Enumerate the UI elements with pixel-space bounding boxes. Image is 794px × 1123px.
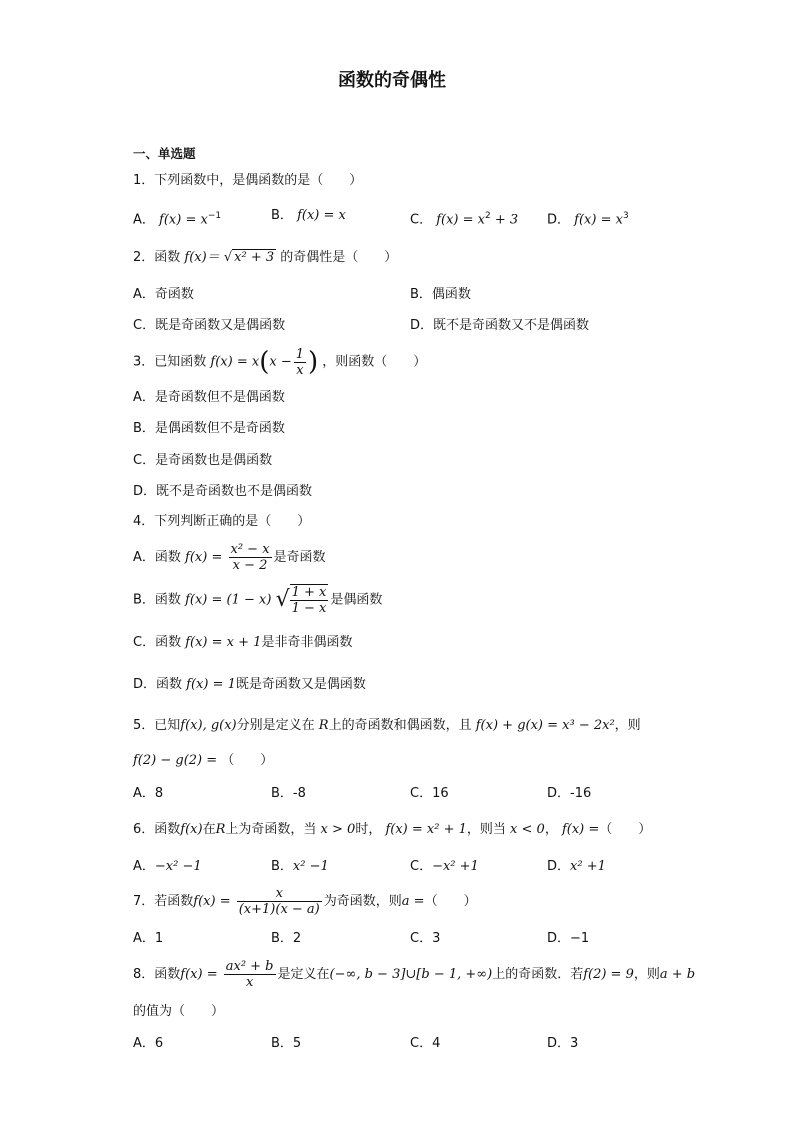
option-label: D． [547, 859, 571, 874]
paren: ( [259, 347, 270, 377]
section-heading: 一、单选题 [133, 146, 196, 161]
q6-option-c [410, 858, 479, 876]
option-text: D．函数 [133, 677, 183, 692]
math: −x² −1 [154, 859, 202, 874]
sqrt-sign: √ [275, 587, 290, 612]
stem-text: 为奇函数，则 [323, 894, 402, 909]
math: f(x) [180, 822, 203, 837]
option-label: A． [133, 212, 155, 228]
math: f(x) = x [210, 354, 260, 370]
question-2-stem [133, 249, 397, 267]
q7-option-c: C．3 [410, 931, 441, 946]
math: f(x) = x² + 1 [385, 822, 467, 837]
math-sup: 3 [622, 211, 629, 221]
q2-option-a: A．奇函数 [133, 287, 194, 302]
math: f(x) = x [159, 212, 208, 228]
math: x > 0 [320, 822, 356, 837]
question-5-stem-line2 [133, 752, 273, 770]
question-8-stem [133, 957, 695, 993]
stem-text: （ ） [599, 822, 652, 837]
math: f(x) = [193, 894, 231, 909]
fraction [290, 584, 329, 616]
q5-option-b: B．-8 [271, 786, 306, 801]
denominator: (x+1)(x − a) [238, 902, 320, 917]
numerator: x [237, 886, 322, 902]
stem-text: 时， [355, 822, 382, 837]
math: f(x) = [185, 550, 223, 565]
q3-option-b: B．是偶函数但不是奇函数 [133, 421, 285, 436]
math: x² +1 [570, 859, 606, 874]
q4-option-a [133, 540, 326, 576]
option-text: 是非奇非偶函数 [261, 635, 353, 650]
q3-option-c: C．是奇函数也是偶函数 [133, 453, 273, 468]
q8-option-b: B．5 [271, 1036, 302, 1051]
stem-text: 是定义在 [277, 967, 330, 982]
denominator: x − 2 [232, 558, 268, 573]
option-label: D． [547, 212, 571, 228]
math: x − [269, 354, 292, 370]
denominator: x [245, 975, 254, 990]
math: f(x)＝ [184, 250, 220, 265]
stem-text: （ ） [424, 894, 477, 909]
stem-text: 上的奇函数．若 [492, 967, 584, 982]
q3-option-d: D．既不是奇函数也不是偶函数 [133, 484, 313, 499]
question-3-stem [133, 343, 426, 382]
stem-text: ，则 [614, 718, 641, 733]
math: f(x) + g(x) = x³ − 2x² [475, 718, 615, 733]
fraction [229, 542, 272, 573]
option-label: B． [271, 859, 293, 874]
math: f(2) − g(2) = [133, 753, 218, 768]
math: f(x) = [180, 967, 218, 982]
numerator: ax² + b [225, 959, 274, 974]
stem-text: 8．函数 [133, 967, 181, 982]
q8-option-a: A．6 [133, 1036, 164, 1051]
math: f(x) = x [436, 212, 485, 228]
stem-text: ， [544, 822, 558, 837]
fraction [294, 347, 306, 378]
q1-option-c [410, 207, 518, 229]
option-text: B．函数 [133, 592, 181, 608]
option-text: C．函数 [133, 635, 182, 650]
question-7-stem [133, 884, 477, 920]
fraction [237, 886, 322, 917]
stem-text: 6．函数 [133, 822, 181, 837]
stem-text: 分别是定义在 [236, 718, 315, 733]
stem-text: 3．已知函数 [133, 354, 207, 370]
math: f(x) = x + 1 [185, 635, 262, 650]
option-text: A．函数 [133, 550, 181, 565]
option-label: C． [410, 859, 433, 874]
math: x < 0 [510, 822, 545, 837]
math: f(x) = x [574, 212, 623, 228]
math: f(x) = 1 [186, 677, 236, 692]
question-4-stem: 4．下列判断正确的是（ ） [133, 514, 311, 529]
q3-option-a: A．是奇函数但不是偶函数 [133, 390, 285, 405]
math: −x² +1 [432, 859, 479, 874]
denominator: 1 − x [291, 601, 327, 616]
math: R [215, 822, 226, 837]
stem-text: 上为奇函数，当 [225, 822, 317, 837]
q5-option-a: A．8 [133, 786, 164, 801]
numerator: 1 + x [291, 585, 327, 600]
stem-text: 在 [202, 822, 216, 837]
q6-option-d [547, 858, 606, 876]
option-text: 是偶函数 [330, 592, 383, 608]
q7-option-a: A．1 [133, 931, 164, 946]
math-sup: 2 [485, 211, 491, 221]
page-title: 函数的奇偶性 [338, 70, 446, 91]
denominator: x [296, 362, 304, 378]
option-label: B． [271, 208, 293, 223]
stem-text: ，则当 [466, 822, 506, 837]
math: f(2) = 9 [583, 967, 634, 982]
q2-option-b: B．偶函数 [410, 287, 471, 302]
question-5-stem [133, 717, 641, 735]
q4-option-c [133, 634, 352, 652]
stem-text: 5．已知 [133, 718, 181, 733]
math: a + b [659, 967, 696, 982]
math: f(x) = x [297, 208, 346, 223]
math-sup: −1 [207, 211, 222, 221]
numerator: x² − x [230, 542, 270, 557]
option-text: 是奇函数 [273, 550, 326, 565]
stem-text: （ ） [221, 753, 274, 768]
q6-option-a [133, 858, 202, 876]
q7-option-d: D．−1 [547, 931, 590, 946]
option-text: 既是奇函数又是偶函数 [235, 677, 366, 692]
q2-option-d: D．既不是奇函数又不是偶函数 [410, 318, 590, 333]
q7-option-b: B．2 [271, 931, 302, 946]
stem-text: ，则函数（ ） [322, 354, 427, 370]
fraction [224, 959, 276, 990]
math: f(x) = [561, 822, 600, 837]
question-1-stem: 1．下列函数中，是偶函数的是（ ） [133, 173, 363, 188]
q8-option-d: D．3 [547, 1036, 579, 1051]
q8-option-c: C．4 [410, 1036, 441, 1051]
math: f(x), g(x) [180, 718, 237, 733]
stem-text: 7．若函数 [133, 894, 194, 909]
q1-option-a [133, 207, 221, 229]
math: x² −1 [292, 859, 329, 874]
math: x² + 3 [234, 250, 275, 265]
q5-option-c: C．16 [410, 786, 449, 801]
q5-option-d: D．-16 [547, 786, 592, 801]
q4-option-b [133, 582, 382, 619]
q1-option-b [271, 207, 346, 225]
stem-text: ，则 [633, 967, 660, 982]
stem-text: 2．函数 [133, 250, 181, 265]
math: + 3 [494, 212, 519, 228]
option-label: C． [410, 212, 433, 228]
q2-option-c: C．既是奇函数又是偶函数 [133, 318, 286, 333]
math: a = [401, 894, 425, 909]
paren: ) [308, 347, 319, 377]
numerator: 1 [295, 346, 304, 362]
math: R [318, 718, 329, 733]
sqrt-sign: √ [223, 250, 233, 265]
math: f(x) = (1 − x) [185, 592, 272, 608]
q1-option-d [547, 207, 629, 229]
math: (−∞, b − 3]∪[b − 1, +∞) [329, 967, 493, 982]
question-6-stem [133, 821, 651, 839]
q4-option-d [133, 676, 366, 694]
stem-text: 上的奇函数和偶函数，且 [328, 718, 472, 733]
option-label: A． [133, 859, 155, 874]
q6-option-b [271, 858, 329, 876]
stem-text: 的奇偶性是（ ） [280, 250, 398, 265]
question-8-stem-line2: 的值为（ ） [133, 1004, 225, 1019]
